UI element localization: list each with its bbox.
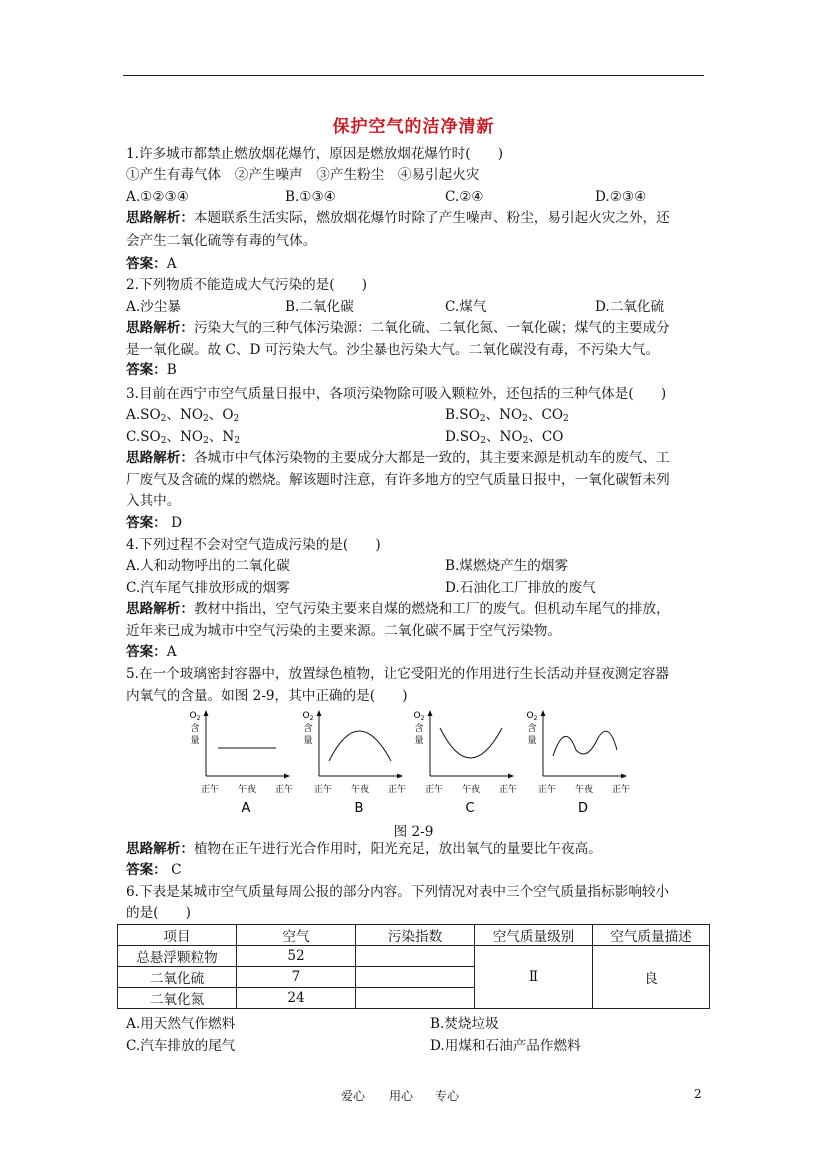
q5-stem-line-1: 5.在一个玻璃密封容器中，放置绿色植物，让它受阳光的作用进行生长活动并昼夜测定容器 [126,666,670,682]
t: 、 [485,429,500,445]
x-tick-noon-2: 正午 [387,785,407,795]
q6-option-b: B.焚烧垃圾 [430,1016,499,1032]
q4-analysis-line-2: 近年来已成为城市中空气污染的主要来源。二氧化碳不属于空气污染物。 [126,623,561,639]
header-rule [123,75,704,76]
analysis-label: 思路解析： [126,841,194,857]
table-cell-index [356,967,475,988]
answer-value: D [166,515,183,531]
x-tick-noon-1: 正午 [200,785,220,795]
q4-answer [126,643,177,661]
q1-option-c: C.②④ [445,189,484,205]
q3-option-a [126,406,239,424]
t: 、 [166,429,181,445]
y-label-o2: $O_2$ [413,711,425,722]
q5-stem-line-2: 内氧气的含量。如图 2-9，其中正确的是( ) [126,688,408,704]
q1-items: ①产生有毒气体 ②产生噪声 ③产生粉尘 ④易引起火灾 [126,167,480,183]
q2-option-c: C.煤气 [445,299,487,315]
t: N [222,429,235,445]
y-label-2: 量 [190,736,200,746]
analysis-text: 本题联系生活实际，燃放烟花爆竹时除了产生噪声、粉尘，易引起火灾之外，还 [193,210,670,226]
q1-analysis-line-1 [126,209,670,227]
q2-option-b: B.二氧化碳 [285,299,354,315]
y-label-2: 量 [303,736,313,746]
page-number: 2 [694,1087,702,1101]
t: NO [499,429,523,445]
y-label-1: 含 [527,724,537,734]
t: 、 [208,429,223,445]
panel-a [190,710,293,816]
answer-label: 答案： [126,515,167,531]
answer-label: 答案： [126,362,167,378]
t: C.SO [126,429,161,445]
x-tick-midnight: 午夜 [461,785,481,795]
table-row [118,946,710,967]
q3-option-d [445,428,563,446]
q4-option-a: A.人和动物呼出的二氧化碳 [126,558,290,574]
q5-analysis-line-1 [126,840,602,858]
table-header: 项目 [118,925,237,946]
q4-option-d: D.石油化工厂排放的废气 [445,580,596,596]
panel-label-d: D [577,801,589,816]
q1-analysis-line-2: 会产生二氧化硫等有毒的气体。 [126,233,317,249]
x-tick-noon-2: 正午 [611,785,631,795]
t: 2 [522,436,529,446]
table-header: 空气质量描述 [593,925,710,946]
y-label-1: 含 [190,724,200,734]
curve-b [329,731,391,761]
table-cell-value: 24 [237,988,356,1009]
q3-stem: 3.目前在西宁市空气质量日报中，各项污染物除可吸入颗粒外，还包括的三种气体是( ) [126,386,667,402]
table-cell-index [356,988,475,1009]
q3-option-b [445,406,569,424]
q4-stem: 4.下列过程不会对空气造成污染的是( ) [126,537,381,553]
table-cell-value: 52 [237,946,356,967]
q1-answer [126,255,177,273]
t: 2 [234,436,241,446]
t: 2 [522,414,528,424]
t: CO [541,429,564,445]
panel-label-b: B [354,801,364,816]
footer-item: 爱心 [341,1089,366,1103]
y-label-2: 量 [414,736,424,746]
x-tick-noon-1: 正午 [424,785,444,795]
t: 2 [233,414,240,424]
t: A.SO [126,407,161,423]
panel-label-c: C [465,801,475,816]
x-tick-midnight: 午夜 [574,785,594,795]
t: 、 [485,407,500,423]
table-header: 空气质量级别 [475,925,593,946]
y-label-1: 含 [303,724,313,734]
q3-analysis-line-2: 厂废气及含硫的煤的燃烧。解该题时注意，有许多地方的空气质量日报中，一氧化碳暂未列 [126,472,670,488]
t: B.SO [445,407,480,423]
q4-analysis-line-1 [126,600,670,618]
q4-option-c: C.汽车尾气排放形成的烟雾 [126,580,290,596]
t: NO [499,407,523,423]
x-tick-noon-2: 正午 [274,785,294,795]
table-header: 污染指数 [356,925,475,946]
q6-stem-line-1: 6.下表是某城市空气质量每周公报的部分内容。下列情况对表中三个空气质量指标影响较小 [126,884,670,900]
table-cell-item: 总悬浮颗粒物 [118,946,237,967]
q6-option-d: D.用煤和石油产品作燃料 [430,1038,581,1054]
table-cell-description: 良 [593,946,710,1009]
answer-value: A [166,644,177,660]
answer-label: 答案： [126,644,167,660]
q4-option-b: B.煤燃烧产生的烟雾 [445,558,569,574]
t: 、 [528,429,542,445]
q3-option-c [126,428,240,446]
t: 、 [208,407,223,423]
q1-option-a: A.①②③④ [126,189,189,205]
footer-item: 用心 [389,1089,414,1103]
panel-c [414,710,517,816]
t: 2 [202,414,209,424]
analysis-label: 思路解析： [126,450,194,466]
q1-option-b: B.①③④ [285,189,336,205]
page-title: 保护空气的洁净清新 [332,117,495,137]
curve-d [553,731,617,756]
panel-d [527,710,630,816]
q3-answer [126,514,182,532]
q2-analysis-line-2: 是一氧化碳。故 C、D 可污染大气。沙尘暴也污染大气。二氧化碳没有毒，不污染大气。 [126,342,659,358]
answer-value: A [166,256,177,272]
t: 、 [527,407,542,423]
table-cell-item: 二氧化硫 [118,967,237,988]
q3-analysis-line-3: 入其中。 [126,493,181,509]
answer-value: C [166,862,182,878]
figure-caption: 图 2-9 [393,824,434,840]
q6-option-c: C.汽车排放的尾气 [126,1038,236,1054]
analysis-text: 植物在正午进行光合作用时，阳光充足，放出氧气的量要比午夜高。 [193,841,602,857]
table-cell-value: 7 [237,967,356,988]
x-tick-midnight: 午夜 [350,785,370,795]
oxygen-content-figure [186,706,636,818]
footer-item: 专心 [435,1089,460,1103]
t: 2 [160,414,167,424]
x-tick-noon-1: 正午 [537,785,557,795]
table-header: 空气 [237,925,356,946]
t: O [222,407,234,423]
t: NO [180,429,204,445]
t: 、 [166,407,180,423]
x-tick-noon-1: 正午 [313,785,333,795]
t: 2 [480,436,486,446]
y-label-o2: $O_2$ [526,711,538,722]
analysis-text: 污染大气的三种气体污染源：二氧化硫、二氧化氮、一氧化碳；煤气的主要成分 [193,320,670,336]
q1-stem: 1.许多城市都禁止燃放烟花爆竹，原因是燃放烟花爆竹时( ) [126,146,504,162]
t: NO [179,407,203,423]
analysis-text: 教材中指出，空气污染主要来自煤的燃烧和工厂的废气。但机动车尾气的排放， [193,601,670,617]
analysis-label: 思路解析： [126,210,194,226]
x-tick-midnight: 午夜 [237,785,257,795]
panel-b [303,710,406,816]
q5-answer [126,861,182,879]
answer-label: 答案： [126,256,167,272]
answer-value: B [166,362,177,378]
t: CO [541,407,564,423]
air-quality-table [117,924,710,1009]
t: 2 [479,414,486,424]
analysis-label: 思路解析： [126,320,194,336]
q2-option-a: A.沙尘暴 [126,299,181,315]
curve-c [440,728,502,758]
q6-option-a: A.用天然气作燃料 [126,1016,236,1032]
x-tick-noon-2: 正午 [498,785,518,795]
table-cell-level: Ⅱ [475,946,593,1009]
q2-option-d: D.二氧化硫 [595,299,665,315]
q2-stem: 2.下列物质不能造成大气污染的是( ) [126,277,368,293]
t: 2 [160,436,167,446]
table-header-row [118,925,710,946]
y-label-o2: $O_2$ [189,711,201,722]
q2-analysis-line-1 [126,319,670,337]
panel-label-a: A [241,801,251,816]
y-label-2: 量 [527,736,537,746]
q2-answer [126,361,177,379]
analysis-text: 各城市中气体污染物的主要成分大都是一致的，其主要来源是机动车的废气、工 [193,450,670,466]
q1-option-d: D.②③④ [595,189,647,205]
q6-stem-line-2: 的是( ) [126,905,191,921]
t: 2 [563,414,569,424]
t: D.SO [445,429,481,445]
t: 2 [203,436,209,446]
y-label-o2: $O_2$ [302,711,314,722]
y-label-1: 含 [414,724,424,734]
table-cell-item: 二氧化氮 [118,988,237,1009]
q3-analysis-line-1 [126,449,670,467]
answer-label: 答案： [126,862,167,878]
table-cell-index [356,946,475,967]
analysis-label: 思路解析： [126,601,194,617]
